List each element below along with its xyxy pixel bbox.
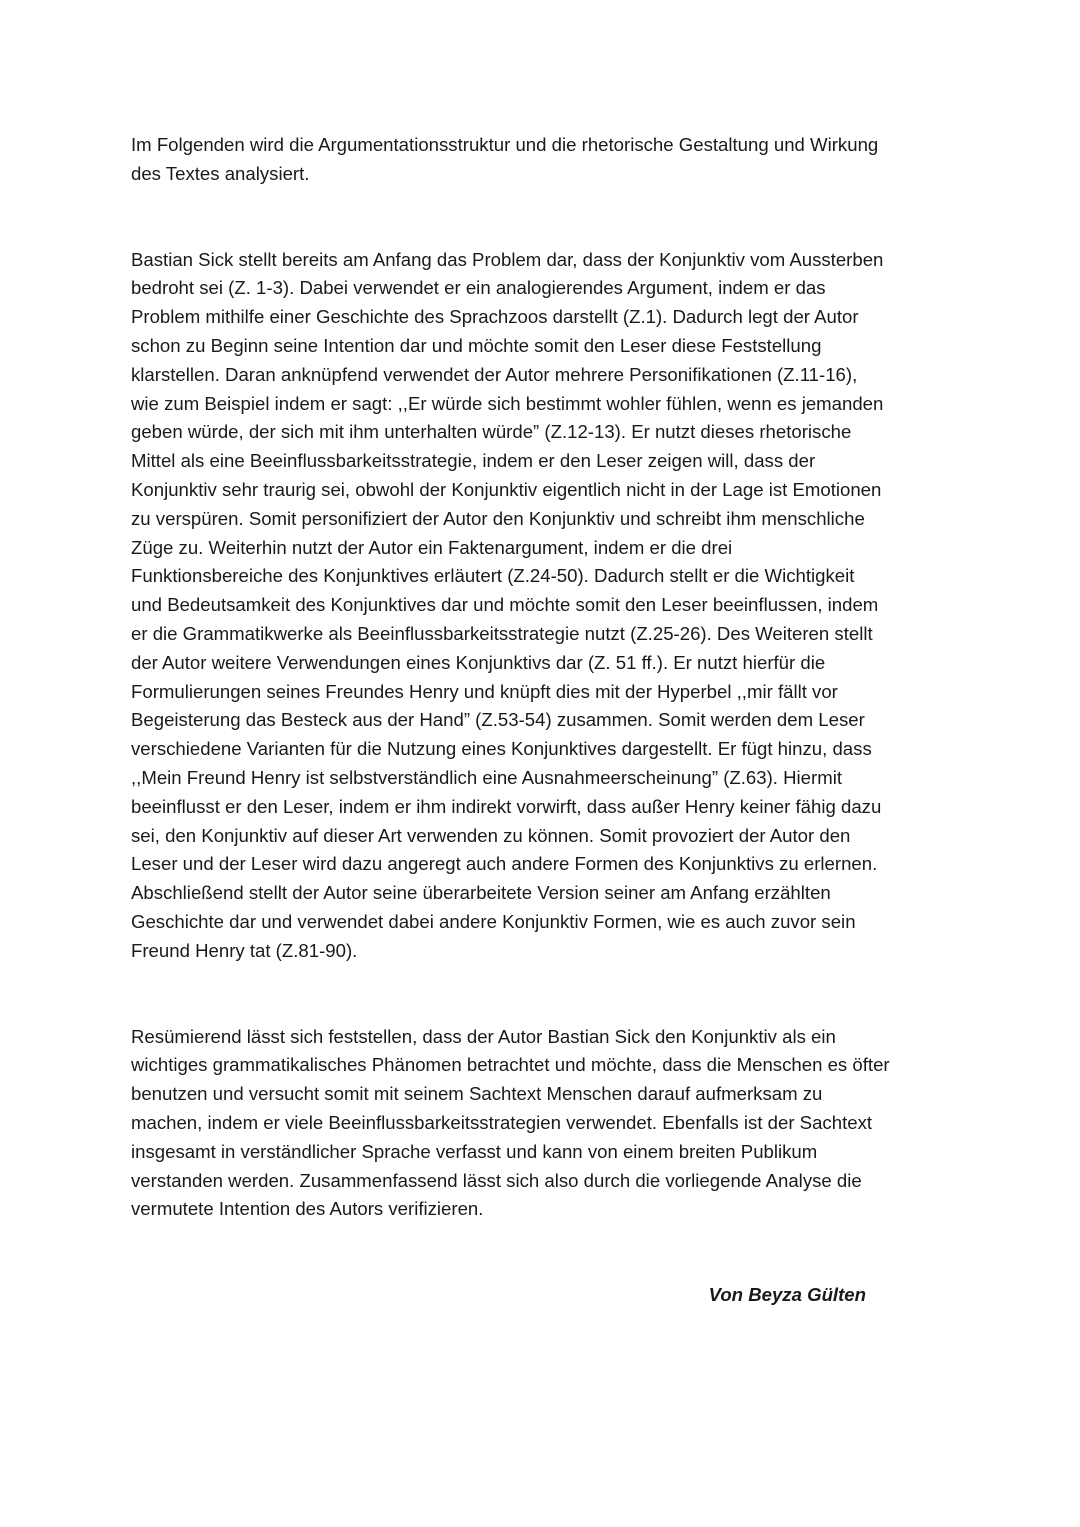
document-page [131,131,961,1310]
intro-paragraph: Im Folgenden wird die Argumentationsstruktur und die rhetorische Gestaltung und Wirkung des Textes analysiert. [131,134,879,184]
conclusion-paragraph: Resümierend lässt sich feststellen, dass der Autor Bastian Sick den Konjunktiv als ein wichtiges grammatikalisches Phänomen betrachtet und möchte, dass die Menschen es öfter benutzen und versucht somit mit seinem Sachtext Menschen darauf aufmerksam zu machen, indem er viele Beeinflussbarkeitsstrategien verwendet. Ebenfalls ist der Sachtext insgesamt in verständlicher Sprache verfasst und kann von einem breiten Publikum verstanden werden. Zusammenfassend lässt sich also durch die vorliegende Analyse die vermutete Intention des Autors verifizieren. [131,1025,890,1220]
analysis-paragraph: Bastian Sick stellt bereits am Anfang das Problem dar, dass der Konjunktiv vom Aussterben bedroht sei (Z. 1-3). Dabei verwendet er ein analogierendes Argument, indem er das Problem mithilfe einer Geschichte des Sprachzoos darstellt (Z.1). Dadurch legt der Autor schon zu Beginn seine Intention dar und möchte somit den Leser diese Feststellung klarstellen. Daran anknüpfend verwendet der Autor mehrere Personifikationen (Z.11-16), wie zum Beispiel indem er sagt: ,,Er würde sich bestimmt wohler fühlen, wenn es jemanden geben würde, der sich mit ihm unterhalten würde” (Z.12-13). Er nutzt dieses rhetorische Mittel als eine Beeinflussbarkeitsstrategie, indem er den Leser zeigen will, dass der Konjunktiv sehr traurig sei, obwohl der Konjunktiv eigentlich nicht in der Lage ist Emotionen zu verspüren. Somit personifiziert der Autor den Konjunktiv und schreibt ihm menschliche Züge zu. Weiterhin nutzt der Autor ein Faktenargument, indem er die drei Funktionsbereiche des Konjunktives erläutert (Z.24-50). Dadurch stellt er die Wichtigkeit und Bedeutsamkeit des Konjunktives dar und möchte somit den Leser beeinflussen, indem er die Grammatikwerke als Beeinflussbarkeitsstrategie nutzt (Z.25-26). Des Weiteren stellt der Autor weitere Verwendungen eines Konjunktivs dar (Z. 51 ff.). Er nutzt hierfür die Formulierungen seines Freundes Henry und knüpft dies mit der Hyperbel ,,mir fällt vor Begeisterung das Besteck aus der Hand” (Z.53-54) zusammen. Somit werden dem Leser verschiedene Varianten für die Nutzung eines Konjunktives dargestellt. Er fügt hinzu, dass ,,Mein Freund Henry ist selbstverständlich eine Ausnahmeerscheinung” (Z.63). Hiermit beeinflusst er den Leser, indem er ihm indirekt vorwirft, dass außer Henry keiner fähig dazu sei, den Konjunktiv auf dieser Art verwenden zu können. Somit provoziert der Autor den Leser und der Leser wird dazu angeregt auch andere Formen des Konjunktivs zu erlernen. Abschließend stellt der Autor seine überarbeitete Version seiner am Anfang erzählten Geschichte dar und verwendet dabei andere Konjunktiv Formen, wie es auch zuvor sein Freund Henry tat (Z.81-90). [131,248,884,961]
author-signature: Von Beyza Gülten [708,1284,866,1306]
